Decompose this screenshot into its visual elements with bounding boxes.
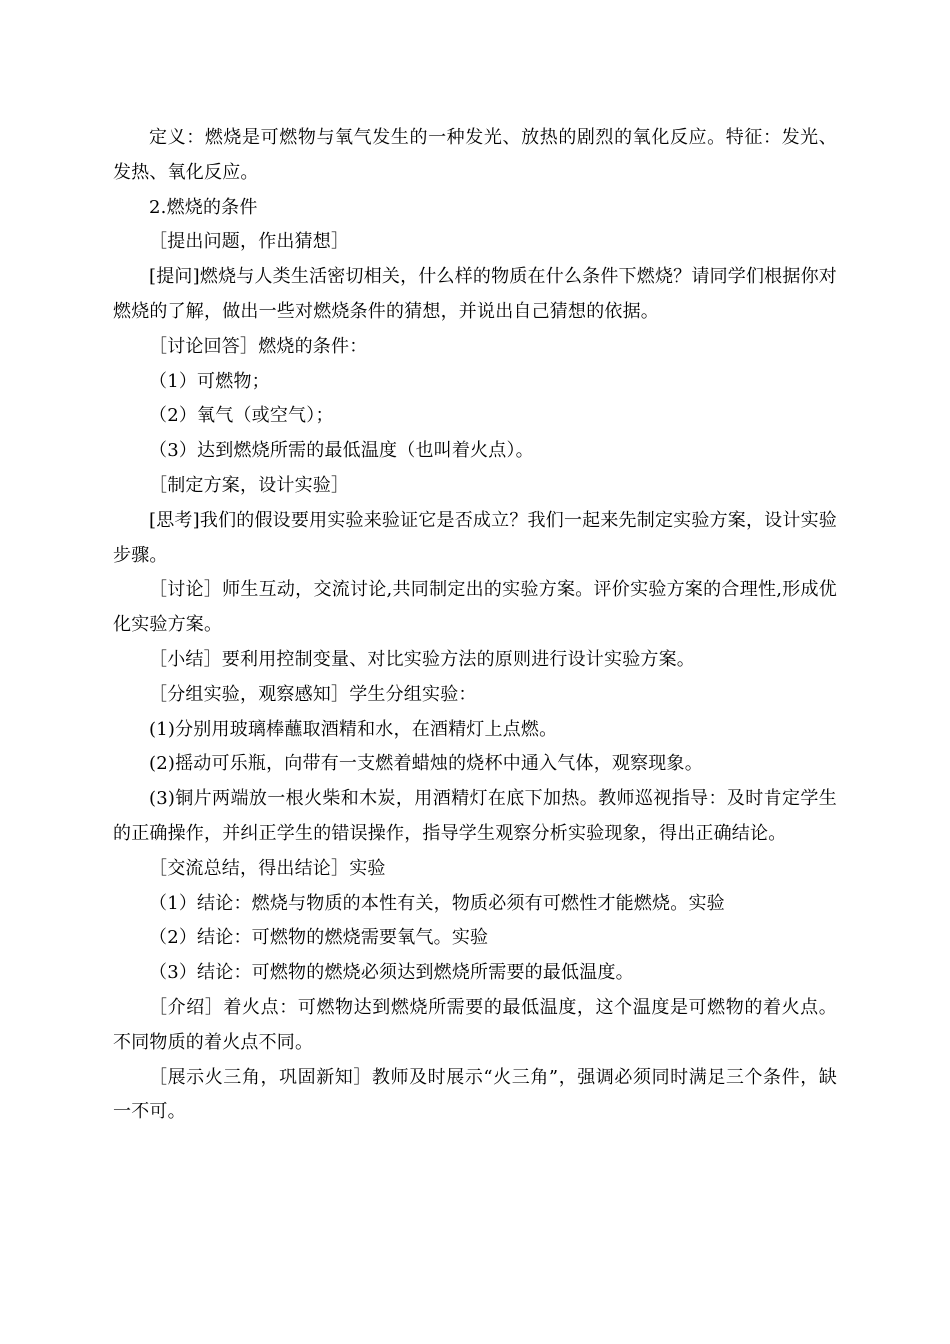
paragraph-question: [提问]燃烧与人类生活密切相关，什么样的物质在什么条件下燃烧？请同学们根据你对燃烧的了解，做出一些对燃烧条件的猜想，并说出自己猜想的依据。 (113, 266, 837, 322)
paragraph-fire-triangle: ［展示火三角，巩固新知］教师及时展示“火三角”，强调必须同时满足三个条件，缺一不可。 (113, 1066, 837, 1123)
paragraph-pose-question: ［提出问题，作出猜想］ (149, 231, 350, 253)
paragraph-conclusion-heading: ［交流总结，得出结论］实验 (149, 857, 386, 879)
document-body (113, 121, 837, 1130)
paragraph-discussion: ［讨论］师生互动，交流讨论,共同制定出的实验方案。评价实验方案的合理性,形成优化实验方案。 (113, 579, 837, 636)
paragraph-experiment-3: (3)铜片两端放一根火柴和木炭，用酒精灯在底下加热。教师巡视指导：及时肯定学生的正确操作，并纠正学生的错误操作，指导学生观察分析实验现象，得出正确结论。 (113, 788, 837, 844)
paragraph-discussion-answer: ［讨论回答］燃烧的条件： (149, 335, 368, 357)
paragraph-definition: 定义：燃烧是可燃物与氧气发生的一种发光、放热的剧烈的氧化反应。特征：发光、发热、氧化反应。 (113, 127, 837, 183)
paragraph-experiment-2: (2)摇动可乐瓶，向带有一支燃着蜡烛的烧杯中通入气体，观察现象。 (149, 753, 703, 775)
paragraph-conclusion-2: （2）结论：可燃物的燃烧需要氧气。实验 (149, 927, 489, 949)
paragraph-condition-2: （2）氧气（或空气）； (149, 405, 334, 427)
paragraph-conclusion-1: （1）结论：燃烧与物质的本性有关，物质必须有可燃性才能燃烧。实验 (149, 892, 725, 914)
paragraph-design-plan: ［制定方案，设计实验］ (149, 474, 350, 496)
paragraph-condition-3: （3）达到燃烧所需的最低温度（也叫着火点）。 (149, 440, 534, 462)
paragraph-section-heading: 2.燃烧的条件 (149, 196, 258, 218)
paragraph-summary: ［小结］要利用控制变量、对比实验方法的原则进行设计实验方案。 (149, 648, 695, 670)
paragraph-experiment-1: (1)分别用玻璃棒蘸取酒精和水，在酒精灯上点燃。 (149, 718, 558, 740)
paragraph-group-experiment: ［分组实验，观察感知］学生分组实验： (149, 683, 477, 705)
paragraph-thinking: [思考]我们的假设要用实验来验证它是否成立？我们一起来先制定实验方案，设计实验步骤。 (113, 509, 837, 566)
paragraph-conclusion-3: （3）结论：可燃物的燃烧必须达到燃烧所需要的最低温度。 (149, 962, 634, 984)
paragraph-introduction: ［介绍］着火点：可燃物达到燃烧所需要的最低温度，这个温度是可燃物的着火点。不同物质的着火点不同。 (113, 996, 837, 1053)
paragraph-condition-1: （1）可燃物； (149, 370, 270, 392)
